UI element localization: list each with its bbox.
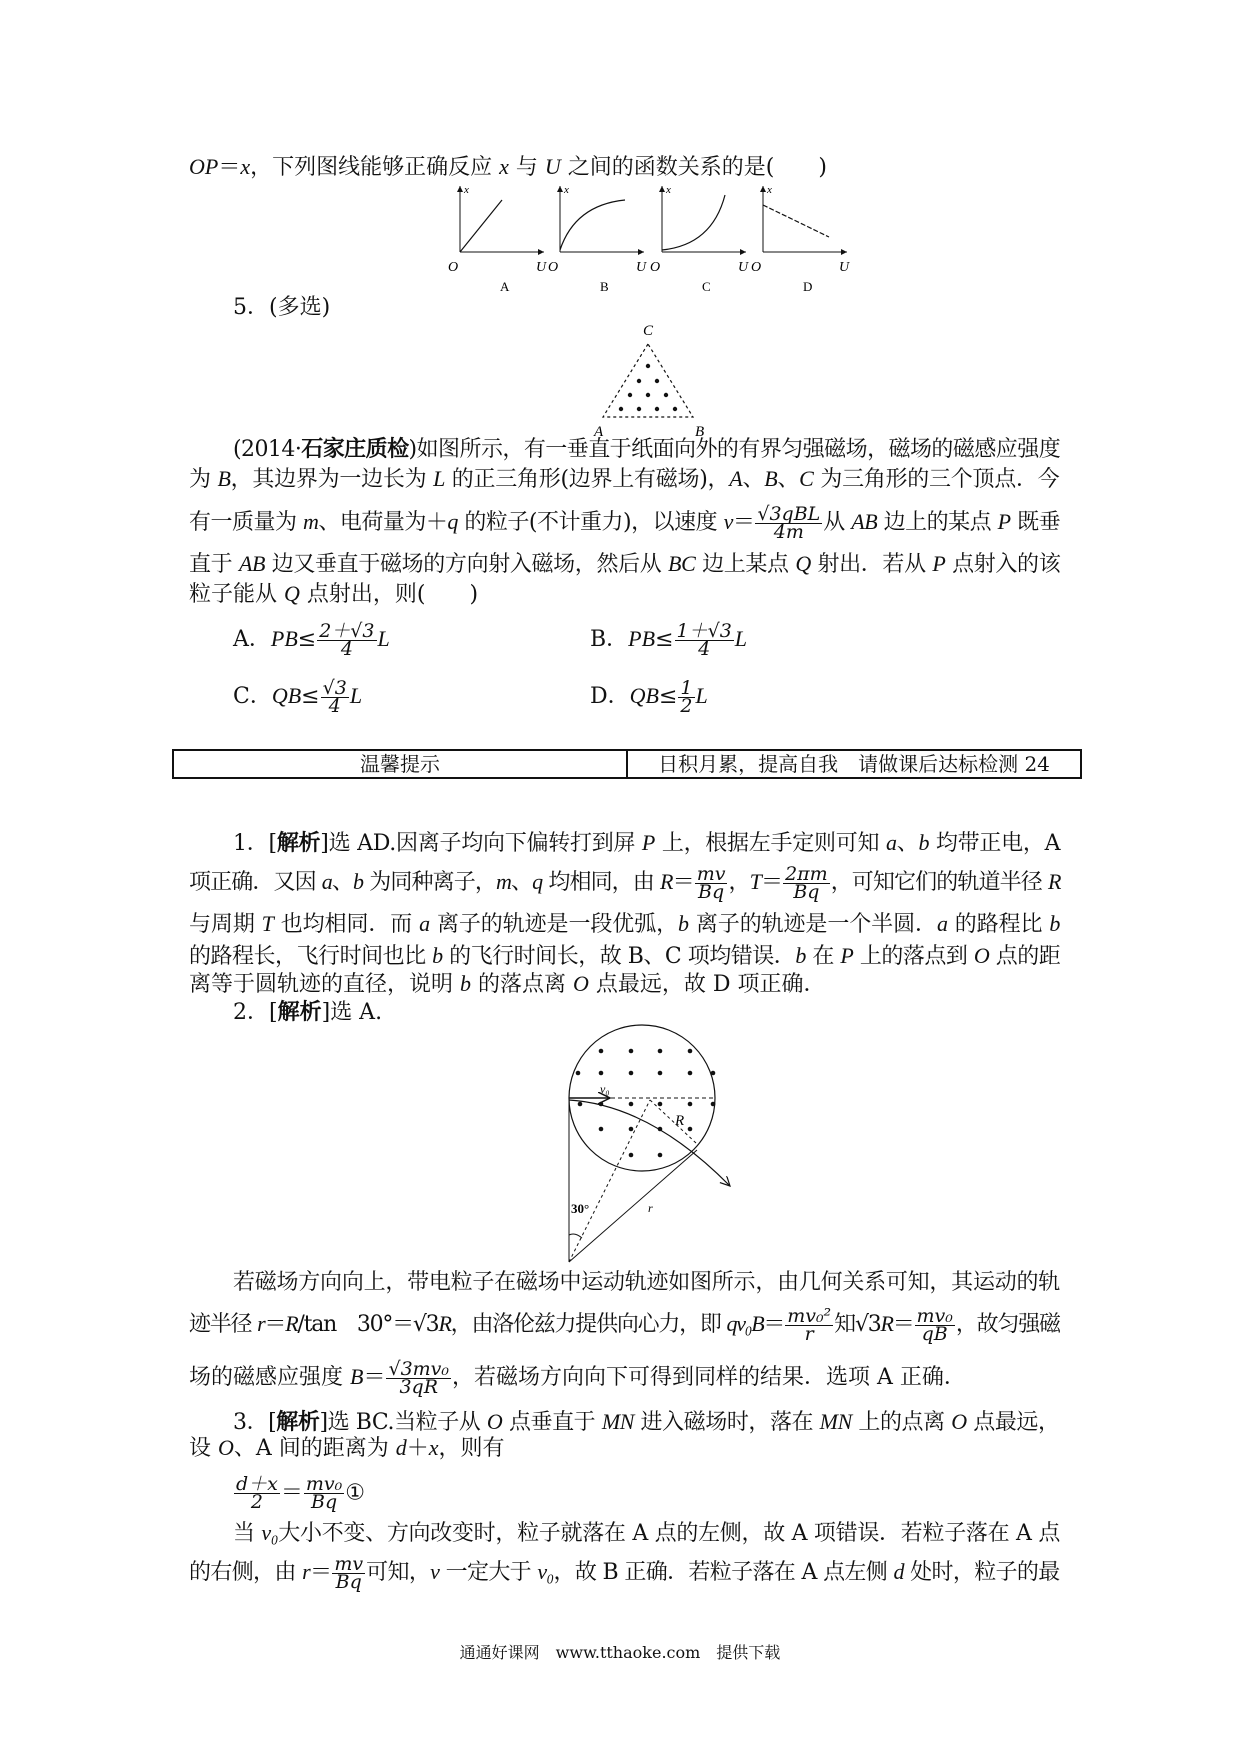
text-run: 上的落点到 — [853, 944, 974, 969]
field-dot — [688, 1102, 693, 1107]
text-line — [233, 432, 1060, 466]
text-line — [189, 1552, 1060, 1593]
text-run: 若磁场方向向上，带电粒子在磁场中运动轨迹如图所示，由几何关系可知，其运动的轨 — [233, 1270, 1060, 1295]
math-symbol: O — [951, 1409, 967, 1434]
text-run: 离等于圆轨迹的直径，说明 — [189, 972, 460, 997]
math-symbol: QB — [271, 683, 302, 708]
text-run: 从 — [823, 510, 852, 535]
fraction-numerator: 2πm — [785, 862, 828, 885]
fraction — [678, 676, 694, 717]
math-symbol: O — [218, 1435, 234, 1460]
fraction-numerator: mv₀² — [787, 1304, 832, 1327]
text-run: 、 — [742, 467, 765, 492]
text-run: 的右侧，由 — [189, 1560, 303, 1585]
text-run: ，由洛伦兹力提供向心力，即 — [450, 1312, 727, 1337]
option-b — [590, 619, 930, 660]
text-line — [189, 502, 1061, 543]
math-symbol: d — [395, 1435, 407, 1460]
text-run: ，下列图线能够正确反应 — [250, 155, 500, 180]
text-run: 与 — [508, 155, 545, 180]
text-run: 点的距 — [989, 944, 1061, 969]
math-symbol: m — [495, 869, 511, 894]
math-symbol: b — [353, 869, 364, 894]
y-axis-label: x — [767, 184, 772, 196]
text-run: 上，根据左手定则可知 — [655, 831, 886, 856]
text-run: 3．[ — [233, 1410, 277, 1435]
text-run: ，则有 — [438, 1436, 505, 1461]
fraction-denominator: Bq — [335, 1570, 362, 1593]
text-run: /tan 30°＝√3 — [297, 1312, 439, 1337]
fraction-numerator: mv — [334, 1552, 364, 1575]
text-run: 处时，粒子的最 — [903, 1560, 1060, 1585]
graph-curve — [662, 195, 725, 250]
text-run: ，其边界为一边长为 — [230, 467, 434, 492]
text-run: ≤ — [297, 627, 317, 652]
graph-A — [448, 184, 547, 294]
fraction-numerator: √3 — [322, 676, 347, 699]
math-symbol: R — [1047, 869, 1061, 894]
text-run: 点最远，故 D 项正确． — [588, 972, 826, 997]
math-symbol: O — [486, 1409, 503, 1434]
math-symbol: O — [573, 971, 589, 996]
text-run: ]选 A. — [321, 1000, 383, 1025]
field-dot — [599, 1049, 604, 1054]
math-symbol: x — [428, 1435, 439, 1460]
math-symbol: m — [303, 509, 319, 534]
text-run: ＝ — [760, 870, 783, 895]
text-run: C． — [233, 684, 272, 709]
text-run: ，可知它们的轨道半径 — [830, 870, 1048, 895]
field-dot — [658, 1127, 663, 1132]
text-run: ＝ — [363, 1365, 386, 1390]
fraction — [695, 862, 728, 903]
text-run: 的落点离 — [471, 972, 573, 997]
math-symbol: Q — [284, 581, 300, 606]
text-run: ]选 BC.当粒子从 — [319, 1410, 487, 1435]
text-run: 也均相同．而 — [273, 912, 420, 937]
y-axis-label: x — [666, 184, 671, 196]
text-run: 离子的轨迹是一个半圆． — [688, 912, 937, 937]
tip-table — [172, 749, 1082, 779]
math-symbol: a — [936, 911, 948, 936]
fraction — [321, 676, 349, 717]
text-run: 边上某点 — [695, 552, 796, 577]
fraction-denominator: 2 — [250, 1491, 263, 1513]
field-dot — [599, 1071, 604, 1076]
field-dot — [658, 1102, 663, 1107]
math-symbol: a — [419, 911, 431, 936]
math-symbol: OP — [189, 154, 219, 179]
math-symbol: A — [729, 466, 743, 491]
text-run: 解析 — [276, 1409, 320, 1435]
math-symbol: b — [432, 943, 443, 968]
graph-C — [650, 184, 749, 294]
graph-option-label: C — [702, 279, 711, 294]
triangle-field-figure — [580, 315, 720, 445]
math-symbol: R — [438, 1311, 451, 1336]
math-symbol: L — [695, 683, 708, 708]
math-symbol: b — [460, 971, 471, 996]
math-symbol: P — [641, 830, 656, 855]
field-dot — [578, 1102, 583, 1107]
math-symbol: x — [499, 154, 509, 179]
text-line — [233, 826, 1060, 860]
text-run: ＝ — [763, 1312, 785, 1337]
field-dot — [688, 1127, 693, 1132]
text-run: B． — [590, 627, 629, 652]
math-symbol: T — [261, 911, 274, 936]
text-run: ＝ — [672, 870, 694, 895]
fraction-denominator: 2 — [680, 694, 693, 717]
fraction-numerator: 1 — [680, 676, 693, 699]
tip-table-right: 日积月累，提高自我 请做课后达标检测 24 — [658, 752, 1050, 776]
field-dot — [688, 1071, 693, 1076]
text-run: 边又垂直于磁场的方向射入磁场，然后从 — [265, 552, 669, 577]
math-symbol: QB — [629, 683, 659, 708]
math-symbol: L — [433, 466, 446, 491]
math-symbol: P — [840, 943, 854, 968]
field-dot — [629, 1127, 634, 1132]
x-axis-label: U — [839, 260, 850, 275]
field-dot — [711, 1071, 716, 1076]
text-run: 为三角形的三个顶点．今 — [813, 467, 1060, 492]
text-run: D． — [590, 684, 630, 709]
math-symbol: R — [660, 869, 673, 894]
graph-option-label: D — [803, 279, 813, 294]
math-symbol: L — [349, 683, 363, 708]
math-symbol: b — [678, 911, 689, 936]
field-dot — [576, 1071, 581, 1076]
text-run: 的正三角形(边界上有磁场)， — [445, 467, 730, 492]
text-line — [189, 1357, 1060, 1398]
x-axis-label: U — [738, 260, 749, 275]
origin-label: O — [448, 260, 459, 275]
math-symbol: q — [532, 869, 543, 894]
field-dot — [658, 1049, 663, 1054]
text-run: ≤ — [655, 627, 674, 652]
fraction-numerator: mv₀ — [916, 1304, 953, 1327]
fraction-numerator: mv — [696, 862, 726, 885]
footer-source: 通通好课网 www.tthaoke.com 提供下载 — [459, 1643, 781, 1662]
math-symbol: v — [723, 509, 733, 534]
r-label: r — [648, 1201, 653, 1215]
math-symbol: b — [1049, 911, 1061, 936]
math-symbol: B — [350, 1364, 364, 1389]
math-symbol: q — [447, 509, 458, 534]
text-run: ≤ — [301, 684, 320, 709]
fraction-denominator: Bq — [793, 880, 820, 903]
y-axis-label: x — [564, 184, 569, 196]
text-line — [189, 1304, 1060, 1345]
text-run: 1．[ — [233, 831, 277, 856]
text-run: 点射入的该 — [945, 552, 1061, 577]
math-symbol: O — [973, 943, 990, 968]
graph-options-figure — [440, 175, 880, 300]
fraction-numerator: 2＋√3 — [319, 619, 375, 642]
text-run: ① — [345, 1480, 366, 1506]
text-run: 2．[ — [233, 1000, 278, 1025]
field-dot — [599, 1127, 604, 1132]
fraction — [755, 502, 822, 543]
option-a — [233, 619, 573, 660]
math-symbol: d — [893, 1559, 904, 1584]
text-run: 解析 — [277, 999, 322, 1025]
math-symbol: B — [217, 466, 231, 491]
text-line — [189, 462, 1060, 496]
text-line — [189, 1431, 1060, 1465]
math-symbol: C — [799, 466, 814, 491]
field-dot — [688, 1049, 693, 1054]
fraction — [317, 619, 376, 660]
text-run: 有一质量为 — [189, 510, 303, 535]
fraction-denominator: Bq — [698, 880, 725, 903]
field-dot — [599, 1102, 604, 1107]
math-symbol: P — [997, 509, 1011, 534]
v0-label: v₀ — [600, 1082, 610, 1096]
graph-D — [751, 184, 850, 294]
text-run: ， — [728, 870, 750, 895]
text-run: 与周期 — [189, 912, 262, 937]
fraction-denominator: r — [804, 1322, 814, 1345]
fraction-denominator: 4 — [340, 637, 353, 660]
circle-trajectory-figure — [555, 1020, 755, 1270]
text-line — [189, 577, 1060, 611]
text-run: 的路程长，飞行时间也比 — [189, 944, 433, 969]
fraction — [234, 1473, 280, 1513]
y-axis-label: x — [464, 184, 469, 196]
text-run: (2014· — [233, 437, 302, 462]
math-symbol: R — [880, 1311, 893, 1336]
text-line — [189, 907, 1060, 941]
text-run: 之间的函数关系的是( ) — [560, 155, 827, 180]
field-dot — [629, 1153, 634, 1158]
field-dot — [711, 1102, 716, 1107]
text-run: 粒子能从 — [189, 582, 284, 607]
text-run: 可知， — [366, 1560, 431, 1585]
text-run: 解析 — [276, 830, 321, 856]
text-run: 、 — [896, 831, 919, 856]
math-symbol: PB — [628, 626, 656, 651]
fraction — [675, 619, 734, 660]
field-dot — [629, 1102, 634, 1107]
text-run: ，故 B 正确．若粒子落在 A 点左侧 — [553, 1560, 894, 1585]
option-d — [590, 676, 930, 717]
math-symbol: MN — [601, 1409, 634, 1434]
graph-curve — [560, 200, 625, 250]
fraction-numerator: d＋x — [236, 1473, 278, 1495]
math-symbol: P — [932, 551, 946, 576]
graph-curve — [763, 205, 829, 237]
math-symbol: r — [302, 1559, 310, 1584]
text-run: 的粒子(不计重力)，以速度 — [457, 510, 724, 535]
text-line — [189, 862, 1061, 903]
fraction-numerator: mv₀ — [305, 1473, 343, 1495]
fraction-denominator: 4m — [773, 520, 804, 543]
math-symbol: r — [257, 1311, 265, 1336]
fraction — [386, 1357, 451, 1398]
math-symbol: v₀ — [261, 1520, 279, 1545]
text-run: 、 — [777, 467, 800, 492]
text-run: 的路程比 — [947, 912, 1050, 937]
text-run: 、电荷量为＋ — [318, 510, 448, 535]
text-run: 迹半径 — [189, 1312, 258, 1337]
math-symbol: v₀ — [537, 1559, 554, 1584]
fraction — [785, 1304, 833, 1345]
math-symbol: a — [321, 869, 332, 894]
text-run: 直于 — [189, 552, 239, 577]
text-line — [189, 547, 1060, 581]
math-symbol: b — [918, 830, 930, 855]
text-run: 均相同，由 — [542, 870, 661, 895]
fraction-denominator: 3qR — [399, 1375, 439, 1398]
math-symbol: b — [795, 943, 806, 968]
text-line — [233, 1516, 1060, 1550]
fraction — [304, 1473, 344, 1513]
fraction — [783, 862, 830, 903]
fraction — [332, 1552, 365, 1593]
math-symbol: PB — [270, 626, 298, 651]
text-run: A． — [233, 627, 271, 652]
text-run: 、 — [331, 870, 354, 895]
origin-label: O — [548, 260, 559, 275]
field-dot — [658, 1071, 663, 1076]
math-symbol: R — [285, 1311, 298, 1336]
text-run: 的飞行时间长，故 B、C 项均错误． — [442, 944, 796, 969]
text-run: 项正确．又因 — [189, 870, 322, 895]
field-dot — [629, 1049, 634, 1054]
text-run: 设 — [189, 1436, 218, 1461]
text-run: ，若磁场方向向下可得到同样的结果．选项 A 正确． — [452, 1365, 966, 1390]
option-c — [233, 676, 573, 717]
text-run: ，故匀强磁 — [955, 1312, 1060, 1337]
text-run: 离子的轨迹是一段优弧， — [430, 912, 679, 937]
math-symbol: T — [749, 869, 761, 894]
x-axis-label: U — [636, 260, 647, 275]
tip-table-left: 温馨提示 — [174, 751, 628, 777]
text-run: 点射出，则( ) — [299, 582, 479, 607]
math-symbol: a — [885, 830, 897, 855]
text-run: ≤ — [658, 684, 678, 709]
fraction-denominator: 4 — [698, 637, 711, 660]
fraction — [915, 1304, 955, 1345]
text-line — [233, 1473, 1060, 1513]
math-symbol: v — [430, 1559, 440, 1584]
text-run: 、A 间的距离为 — [233, 1436, 396, 1461]
question-5-title: 5．(多选) — [233, 295, 331, 320]
text-run: ＝ — [280, 1480, 303, 1506]
vertex-a-label: A — [594, 424, 604, 440]
text-run: 在 — [805, 944, 841, 969]
math-symbol: AB — [851, 509, 878, 534]
fraction-numerator: √3mv₀ — [388, 1357, 450, 1380]
vertex-b-label: B — [695, 424, 705, 440]
graph-curve — [460, 200, 502, 252]
graph-option-label: A — [500, 279, 510, 294]
math-symbol: MN — [819, 1409, 852, 1434]
text-run: 均带正电，A — [929, 831, 1061, 856]
text-run: 射出．若从 — [810, 552, 933, 577]
math-symbol: L — [377, 626, 390, 651]
text-run: 既垂 — [1010, 510, 1061, 535]
graph-option-label: B — [600, 279, 609, 294]
math-symbol: qv₀B — [726, 1311, 764, 1336]
math-symbol: L — [734, 626, 748, 651]
math-symbol: Q — [795, 551, 811, 576]
radius-label: R — [675, 1113, 685, 1129]
text-run: ＝ — [892, 1312, 914, 1337]
text-run: 点最远， — [966, 1410, 1060, 1435]
math-symbol: U — [544, 154, 561, 179]
text-run: ]选 AD.因离子均向下偏转打到屏 — [320, 831, 642, 856]
text-run: 场的磁感应强度 — [189, 1365, 350, 1390]
text-line — [233, 1266, 1060, 1300]
angle-label: 30° — [571, 1201, 590, 1216]
text-run: 石家庄质检 — [301, 436, 409, 462]
math-symbol: BC — [668, 551, 696, 576]
text-run: ＋ — [406, 1436, 429, 1461]
text-run: ＝ — [310, 1560, 332, 1585]
text-run: 边上的某点 — [877, 510, 998, 535]
text-run: 当 — [233, 1521, 262, 1546]
field-dot — [629, 1071, 634, 1076]
text-run: ＝ — [264, 1312, 286, 1337]
math-symbol: x — [240, 154, 251, 179]
x-axis-label: U — [536, 260, 547, 275]
text-run: 、 — [510, 870, 533, 895]
text-run: 为同种离子， — [363, 870, 496, 895]
fraction-denominator: Bq — [311, 1491, 338, 1513]
text-run: 一定大于 — [439, 1560, 538, 1585]
vertex-c-label: C — [643, 323, 654, 339]
text-run: 点垂直于 — [502, 1410, 602, 1435]
fraction-denominator: 4 — [328, 694, 341, 717]
fraction-numerator: √3qBL — [757, 502, 821, 525]
field-dot — [658, 1153, 663, 1158]
text-run: )如图所示，有一垂直于纸面向外的有界匀强磁场，磁场的磁感应强度 — [408, 437, 1061, 462]
text-run: ＝ — [732, 510, 755, 535]
math-symbol: B — [764, 466, 778, 491]
origin-label: O — [751, 260, 762, 275]
fraction-denominator: qB — [921, 1322, 948, 1345]
fraction-numerator: 1＋√3 — [676, 619, 732, 642]
text-run: 上的点离 — [851, 1410, 952, 1435]
math-symbol: AB — [238, 551, 266, 576]
text-run: 进入磁场时，落在 — [633, 1410, 820, 1435]
text-run: 为 — [189, 467, 218, 492]
origin-label: O — [650, 260, 661, 275]
text-run: 大小不变、方向改变时，粒子就落在 A 点的左侧，故 A 项错误．若粒子落在 A 点 — [278, 1521, 1061, 1546]
graph-B — [548, 184, 647, 294]
text-run: 知√3 — [834, 1312, 881, 1337]
text-run: ＝ — [218, 155, 241, 180]
